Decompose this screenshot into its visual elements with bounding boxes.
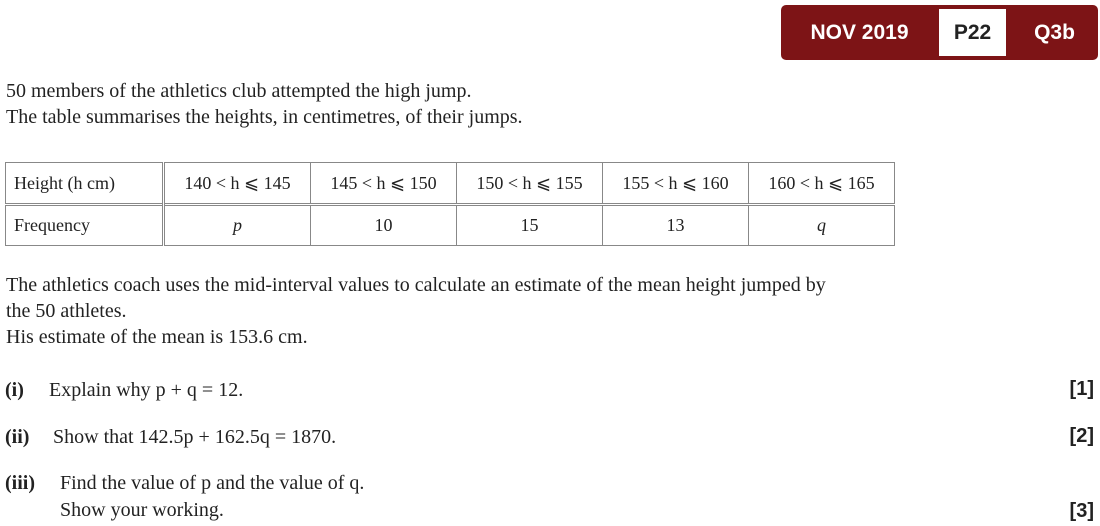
- interval-cell: 140 < h ⩽ 145: [164, 163, 311, 205]
- marks-part-ii: [2]: [1069, 425, 1094, 447]
- part-ii: [5, 426, 336, 449]
- table-row-frequency: [6, 205, 895, 246]
- intro-line-1: 50 members of the athletics club attempted the high jump.: [6, 80, 472, 102]
- part-text: Show that 142.5p + 162.5q = 1870.: [53, 426, 337, 448]
- interval-cell: 155 < h ⩽ 160: [603, 163, 749, 205]
- intro-text: [6, 78, 523, 130]
- part-iii: [5, 472, 364, 524]
- interval-cell: 145 < h ⩽ 150: [311, 163, 457, 205]
- frequency-table: [5, 162, 895, 246]
- part-text-line-1: Find the value of p and the value of q.: [60, 472, 365, 494]
- part-text-block: [60, 470, 364, 524]
- paper-label: P22: [939, 9, 1006, 56]
- context-text: [6, 272, 826, 350]
- part-text-line-2: Show your working.: [60, 499, 224, 521]
- frequency-cell: 15: [457, 205, 603, 246]
- marks-part-iii: [3]: [1069, 500, 1094, 522]
- part-number: (ii): [5, 426, 30, 448]
- question-label: Q3b: [1034, 21, 1075, 44]
- frequency-cell: p: [164, 205, 311, 246]
- interval-cell: 160 < h ⩽ 165: [749, 163, 895, 205]
- intro-line-2: The table summarises the heights, in centimetres, of their jumps.: [6, 106, 523, 128]
- row-header-height: Height (h cm): [6, 163, 164, 205]
- question-badge: [781, 5, 1098, 60]
- interval-cell: 150 < h ⩽ 155: [457, 163, 603, 205]
- part-number: (i): [5, 379, 24, 401]
- part-number: (iii): [5, 472, 35, 494]
- table-row-height: [6, 163, 895, 205]
- row-header-frequency: Frequency: [6, 205, 164, 246]
- marks-part-i: [1]: [1069, 378, 1094, 400]
- exam-session-label: NOV 2019: [810, 21, 909, 44]
- part-i: [5, 379, 243, 402]
- frequency-cell: q: [749, 205, 895, 246]
- context-line-1: The athletics coach uses the mid-interval values to calculate an estimate of the mean height jumped by: [6, 274, 826, 296]
- frequency-cell: 13: [603, 205, 749, 246]
- frequency-cell: 10: [311, 205, 457, 246]
- part-text: Explain why p + q = 12.: [49, 379, 244, 401]
- context-line-3: His estimate of the mean is 153.6 cm.: [6, 326, 308, 348]
- context-line-2: the 50 athletes.: [6, 300, 127, 322]
